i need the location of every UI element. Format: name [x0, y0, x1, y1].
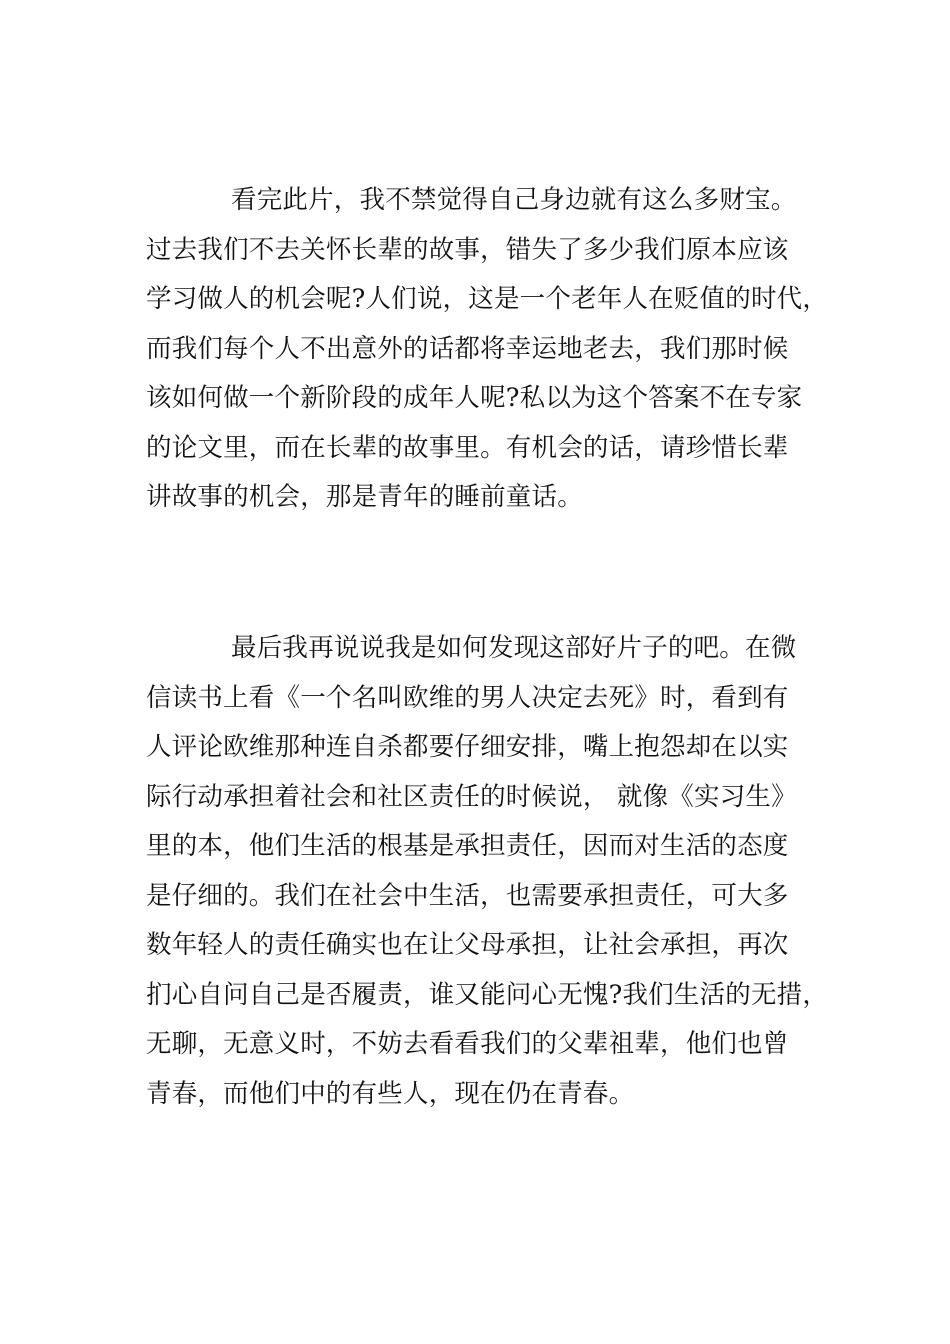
paragraph-line: 过去我们不去关怀长辈的故事，错失了多少我们原本应该	[146, 234, 789, 265]
paragraph-line: 是仔细的。我们在社会中生活，也需要承担责任，可大多	[146, 880, 789, 911]
paragraph-line: 该如何做一个新阶段的成年人呢?私以为这个答案不在专家	[146, 383, 803, 413]
paragraph-line: 无聊，无意义时，不妨去看看我们的父辈祖辈，他们也曾	[146, 1029, 789, 1059]
paragraph-line: 里的本，他们生活的根基是承担责任，因而对生活的态度	[146, 831, 789, 861]
paragraph-line: 青春，而他们中的有些人，现在仍在青春。	[146, 1078, 635, 1109]
paragraph-line: 看完此片，我不禁觉得自己身边就有这么多财宝。	[231, 185, 797, 215]
paragraph-line: 的论文里，而在长辈的故事里。有机会的话，请珍惜长辈	[146, 432, 789, 463]
paragraph-line: 而我们每个人不出意外的话都将幸运地老去，我们那时候	[146, 333, 789, 364]
paragraph-line: 信读书上看《一个名叫欧维的男人决定去死》时，看到有	[146, 682, 789, 713]
paragraph-2	[146, 624, 829, 1119]
paragraph-line: 学习做人的机会呢?人们说，这是一个老年人在贬值的时代，	[146, 284, 829, 314]
paragraph-line: 数年轻人的责任确实也在让父母承担，让社会承担，再次	[146, 930, 789, 960]
paragraph-line: 际行动承担着社会和社区责任的时候说， 就像《实习生》	[146, 781, 797, 812]
paragraph-line: 扪心自问自己是否履责，谁又能问心无愧?我们生活的无措，	[146, 979, 829, 1010]
paragraph-line: 讲故事的机会，那是青年的睡前童话。	[146, 482, 583, 512]
paragraph-line: 人评论欧维那种连自杀都要仔细安排，嘴上抱怨却在以实	[146, 732, 789, 762]
paragraph-line: 最后我再说说我是如何发现这部好片子的吧。在微	[231, 633, 797, 663]
paragraph-1	[146, 176, 829, 523]
